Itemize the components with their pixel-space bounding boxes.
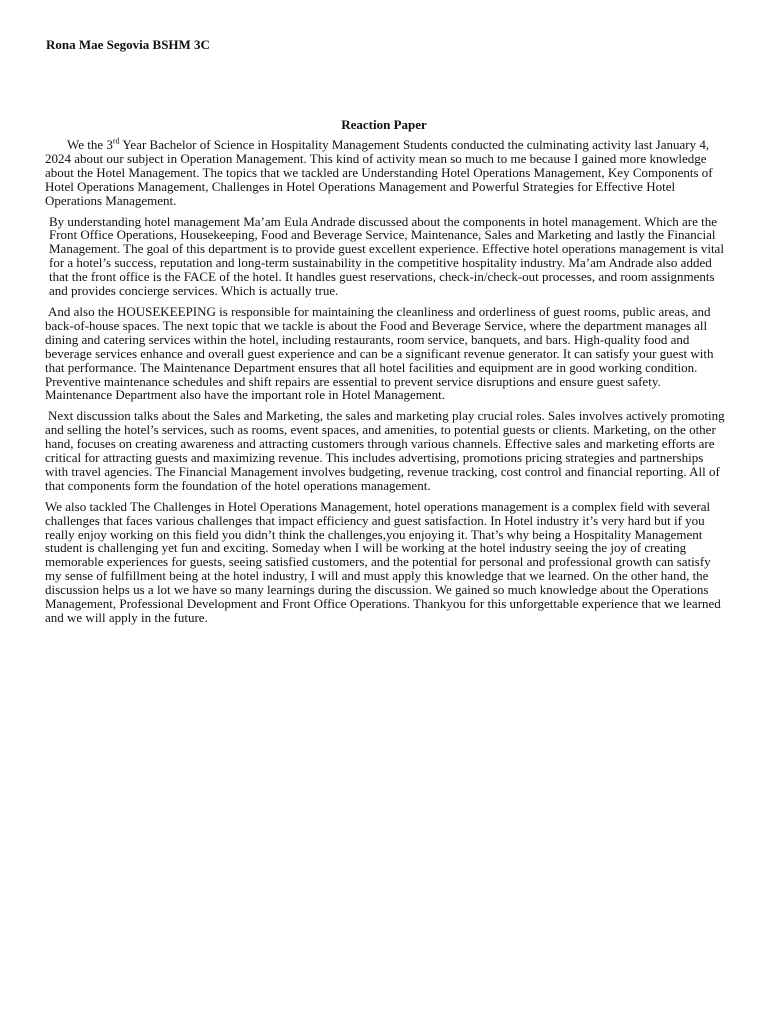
intro-text-rest: Year Bachelor of Science in Hospitality Management Students conducted the culminating activity last January 4, 2024 about our subject in Operation Management. This kind of activity mean so much to me because I gained more knowledge about the Hotel Management. The topics that we tackled are Understanding Hotel Operations Management, Key Components of Hotel Operations Management, Challenges in Hotel Operations Management and Powerful Strategies for Effective Hotel Operations Management.	[45, 137, 713, 208]
page-title: Reaction Paper	[341, 117, 427, 132]
paragraph-housekeeping: And also the HOUSEKEEPING is responsible for maintaining the cleanliness and orderliness of guest rooms, public areas, and back-of-house spaces. The next topic that we tackle is about the Food and Beverage Service, where the department manages all dining and catering services within the hotel, including restaurants, room service, banquets, and bars. High-quality food and beverage services enhance and overall guest experience and can be a significant revenue generator. It can satisfy your guest with that performance. The Maintenance Department ensures that all hotel facilities and equipment are in good working condition. Preventive maintenance schedules and shift repairs are essential to prevent service disruptions and ensure guest safety. Maintenance Department also have the important role in Hotel Management.	[45, 303, 714, 403]
paragraph-components: By understanding hotel management Ma’am Eula Andrade discussed about the components in hotel management. Which are the Front Office Operations, Housekeeping, Food and Beverage Service, Maintenance, Sales and Marketing and lastly the Financial Management. The goal of this department is to provide guest excellent experience. Effective hotel operations management is vital for a hotel’s success, reputation and long-term sustainability in the competitive hospitality industry. Ma’am Andrade also added that the front office is the FACE of the hotel. It handles guest reservations, check-in/check-out processes, and room assignments and provides concierge services. Which is actually true.	[49, 213, 724, 299]
document-body	[45, 138, 725, 632]
ordinal-superscript: rd	[112, 136, 120, 146]
paragraph-sales-marketing: Next discussion talks about the Sales and Marketing, the sales and marketing play crucial roles. Sales involves actively promoting and selling the hotel’s services, such as rooms, event spaces, and amenities, to potential guests or clients. Marketing, on the other hand, focuses on creating awareness and attracting customers through various channels. Effective sales and marketing efforts are critical for attracting guests and maximizing revenue. This includes advertising, promotions pricing strategies and partnerships with travel agencies. The Financial Management involves budgeting, revenue tracking, cost control and financial reporting. All of that components form the foundation of the hotel operations management.	[45, 408, 725, 493]
paragraph-intro	[45, 138, 725, 208]
paragraph-challenges: We also tackled The Challenges in Hotel Operations Management, hotel operations management is a complex field with several challenges that faces various challenges that impact efficiency and guest satisfaction. In Hotel industry it’s very hard but if you really enjoy working on this field you didn’t think the challenges,you enjoying it. That’s why being a Hospitality Management student is challenging yet fun and exciting. Someday when I will be working at the hotel industry seeing the joy of creating memorable experiences for guests, seeing satisfied customers, and the potential for personal and professional growth can satisfy my sense of fulfillment being at the hotel industry, I will and must apply this knowledge that we learned. On the other hand, the discussion helps us a lot we have so many learnings during the discussion. We gained so much knowledge about the Operations Management, Professional Development and Front Office Operations. Thankyou for this unforgettable experience that we learned and we will apply in the future.	[45, 498, 721, 625]
author-line: Rona Mae Segovia BSHM 3C	[46, 37, 210, 52]
intro-text-start: We the 3	[67, 137, 113, 152]
